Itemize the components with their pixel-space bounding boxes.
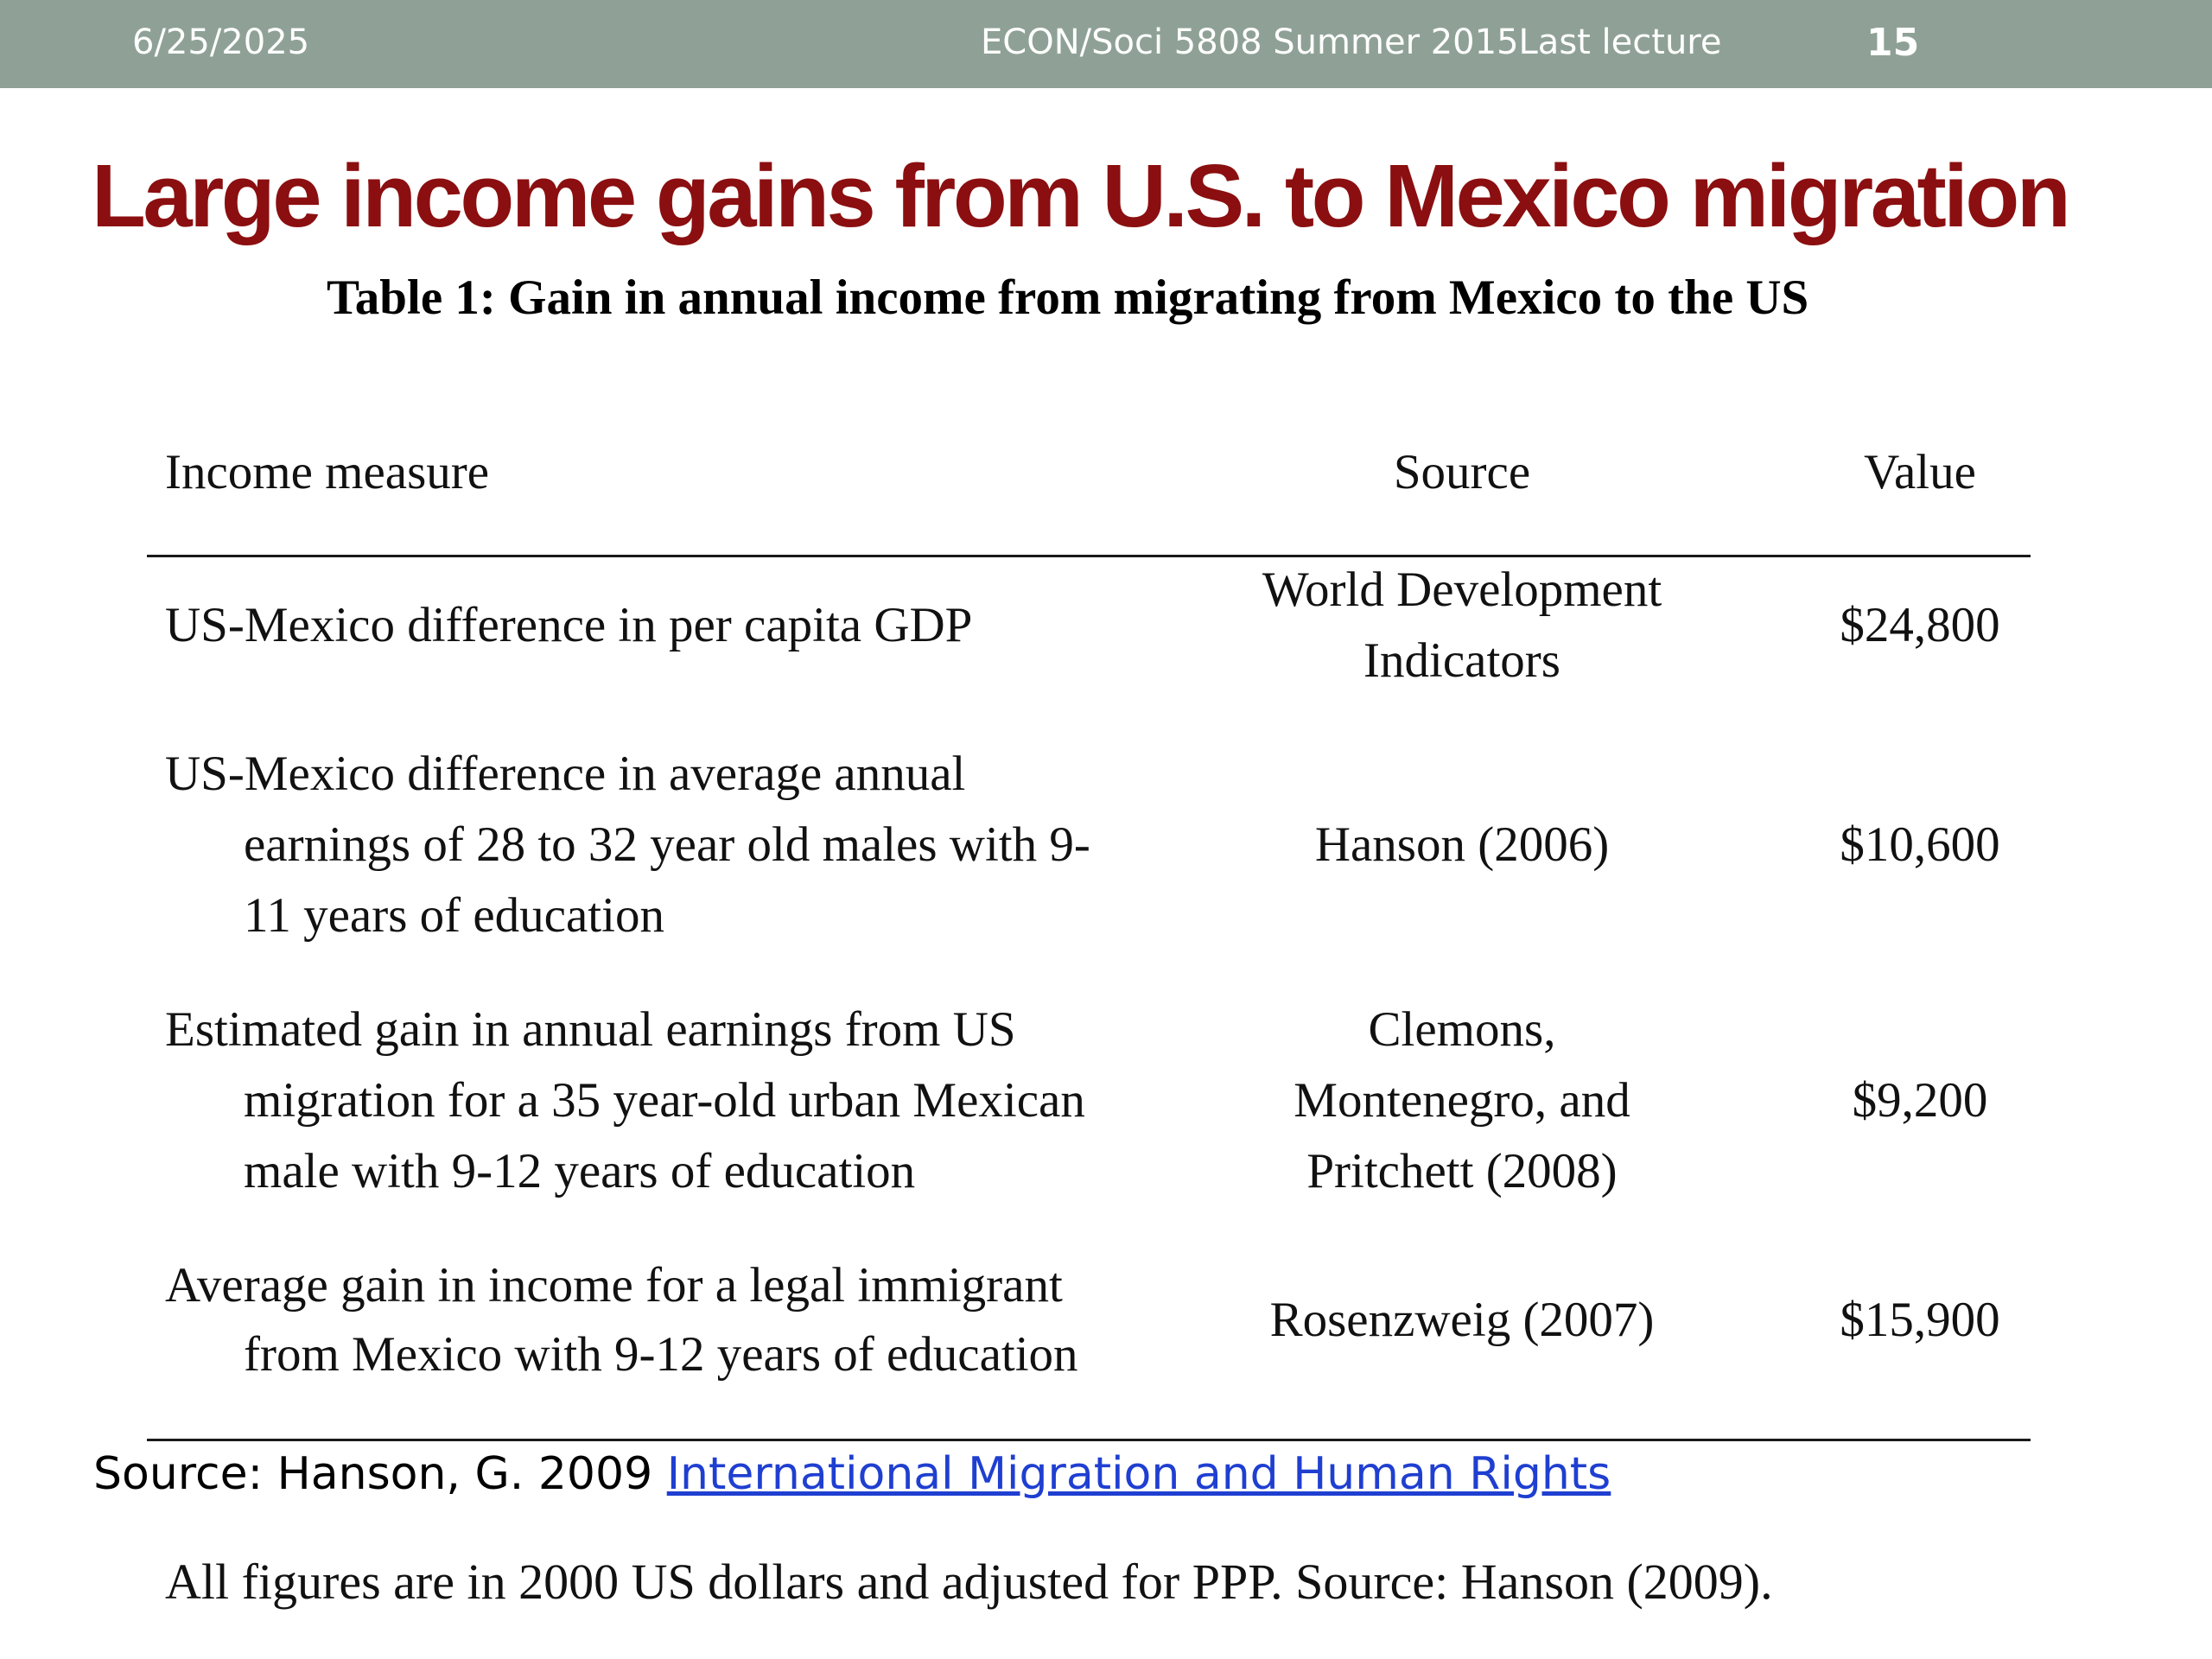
row-source-line: Indicators — [1363, 633, 1560, 688]
row-value: $24,800 — [1840, 598, 2000, 652]
slide-header-bar — [0, 0, 2212, 88]
column-header-income-measure: Income measure — [165, 445, 490, 499]
table-bottom-rule — [147, 1439, 2031, 1441]
course-title: ECON/Soci 5808 Summer 2015Last lecture — [981, 22, 1722, 62]
row-value: $9,200 — [1852, 1073, 1988, 1128]
row-source-line: Hanson (2006) — [1314, 817, 1610, 872]
row-measure-line: US-Mexico difference in per capita GDP — [165, 598, 973, 652]
row-source-line: Montenegro, and — [1294, 1073, 1630, 1128]
source-citation — [93, 1448, 1611, 1500]
row-measure-line: Estimated gain in annual earnings from US — [165, 1002, 1016, 1057]
source-prefix: Source: Hanson, G. 2009 — [93, 1448, 667, 1500]
page-number: 15 — [1866, 21, 1920, 65]
row-source-line: Rosenzweig (2007) — [1269, 1293, 1655, 1347]
column-header-source: Source — [1393, 445, 1531, 499]
row-measure-line: male with 9-12 years of education — [244, 1144, 916, 1198]
row-measure-line: earnings of 28 to 32 year old males with 9- — [244, 817, 1090, 872]
row-source-line: Pritchett (2008) — [1306, 1144, 1618, 1198]
row-measure-line: 11 years of education — [244, 888, 664, 943]
row-source-line: World Development — [1262, 563, 1662, 617]
source-link[interactable]: International Migration and Human Rights — [666, 1448, 1611, 1500]
table-caption: Table 1: Gain in annual income from migrating from Mexico to the US — [327, 270, 1809, 325]
row-measure-line: Average gain in income for a legal immigrant — [165, 1258, 1063, 1313]
row-source-line: Clemons, — [1368, 1002, 1556, 1057]
column-header-value: Value — [1864, 445, 1976, 499]
slide-title: Large income gains from U.S. to Mexico migration — [92, 146, 2069, 245]
row-measure-line: US-Mexico difference in average annual — [165, 747, 966, 801]
row-measure-line: migration for a 35 year-old urban Mexican — [244, 1073, 1085, 1128]
row-value: $15,900 — [1840, 1293, 2000, 1347]
row-value: $10,600 — [1840, 817, 2000, 872]
row-measure-line: from Mexico with 9-12 years of education — [244, 1327, 1078, 1382]
slide-date: 6/25/2025 — [132, 22, 310, 62]
table-header-rule — [147, 555, 2031, 557]
table-footnote: All figures are in 2000 US dollars and adjusted for PPP. Source: Hanson (2009). — [165, 1554, 1773, 1610]
